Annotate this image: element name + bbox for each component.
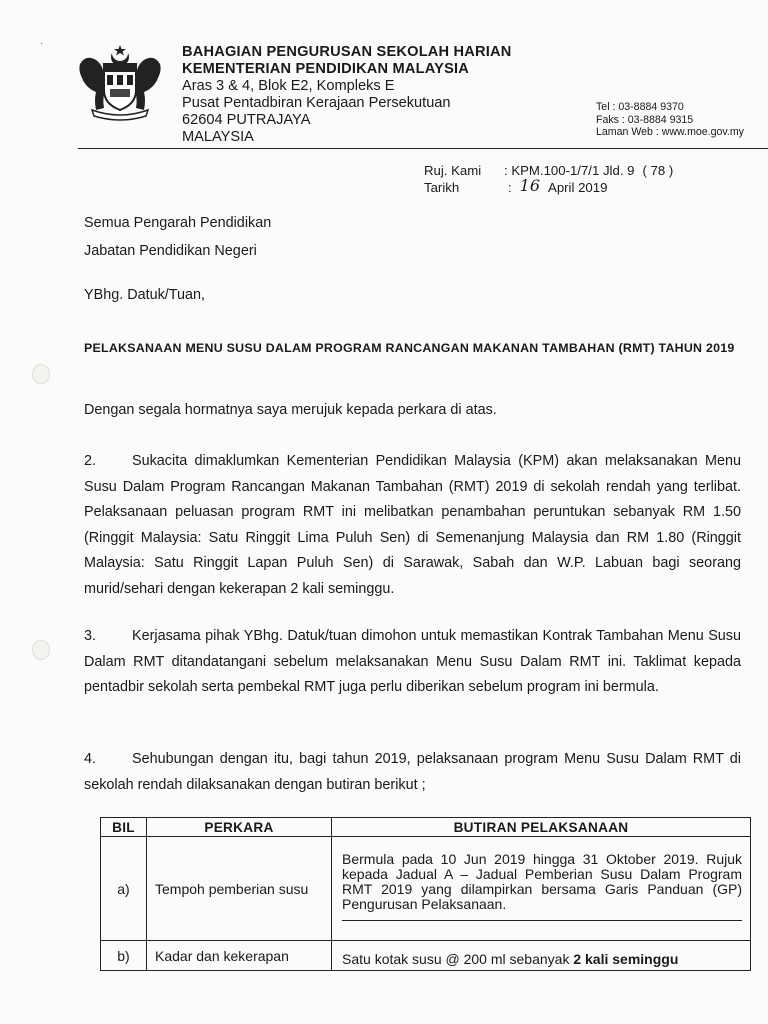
date-label: Tarikh bbox=[424, 180, 460, 195]
salutation: YBhg. Datuk/Tuan, bbox=[84, 287, 206, 303]
address-line: Pusat Pentadbiran Kerajaan Persekutuan bbox=[182, 95, 451, 111]
row-perkara: Tempoh pemberian susu bbox=[147, 837, 332, 941]
header-perkara: PERKARA bbox=[147, 818, 332, 837]
fax: Faks : 03-8884 9315 bbox=[596, 113, 694, 126]
reference-block bbox=[424, 162, 673, 196]
date-colon: : bbox=[508, 180, 512, 195]
address-line: MALAYSIA bbox=[182, 129, 254, 145]
handwritten-day: 16 bbox=[519, 176, 541, 195]
recipient-line: Semua Pengarah Pendidikan bbox=[84, 215, 272, 231]
website: Laman Web : www.moe.gov.my bbox=[596, 126, 744, 138]
malaysia-crest-logo bbox=[74, 44, 166, 122]
ministry-name: KEMENTERIAN PENDIDIKAN MALAYSIA bbox=[182, 61, 470, 77]
implementation-table bbox=[100, 817, 751, 971]
department-name: BAHAGIAN PENGURUSAN SEKOLAH HARIAN bbox=[182, 44, 512, 60]
paragraph-number: 2. bbox=[84, 453, 97, 469]
punch-hole bbox=[32, 640, 50, 660]
row-butiran bbox=[332, 837, 751, 941]
address-line: Aras 3 & 4, Blok E2, Kompleks E bbox=[182, 78, 395, 94]
paragraph-4 bbox=[84, 747, 741, 798]
letter-subject: PELAKSANAAN MENU SUSU DALAM PROGRAM RANCANGAN MAKANAN TAMBAHAN (RMT) TAHUN 2019 bbox=[84, 341, 735, 355]
contact-info bbox=[596, 101, 744, 139]
recipient-block bbox=[84, 209, 271, 265]
paragraph-number: 4. bbox=[84, 751, 97, 767]
paragraph-3 bbox=[84, 624, 741, 701]
header-butiran: BUTIRAN PELAKSANAAN bbox=[332, 818, 751, 837]
butiran-bold-text: 2 kali seminggu bbox=[573, 951, 679, 967]
scan-speck: · bbox=[40, 38, 44, 49]
butiran-text: Satu kotak susu @ 200 ml sebanyak bbox=[342, 951, 574, 967]
paragraph-text: Sukacita dimaklumkan Kementerian Pendidikan Malaysia (KPM) akan melaksanakan Menu Susu Dalam Program Rancangan Makanan Tambahan (RMT) 2019 di sekolah rendah yang terlibat. Pelaksanaan peluasan program RMT ini melibatkan penambahan peruntukan sebanyak RM 1.50 (Ringgit Malaysia: Satu Ringgit Lima Puluh Sen) di Semenanjung Malaysia dan RM 1.80 (Ringgit Malaysia: Satu Ringgit Lapan Puluh Sen) di Sarawak, Sabah dan W.P. Labuan bagi seorang murid/sehari dengan kekerapan 2 kali seminggu. bbox=[84, 453, 741, 597]
paragraph-2 bbox=[84, 449, 741, 603]
ref-label: Ruj. Kami bbox=[424, 163, 482, 178]
letterhead-address bbox=[182, 44, 512, 146]
paragraph-number: 3. bbox=[84, 628, 97, 644]
table-row bbox=[101, 941, 751, 971]
intro-paragraph: Dengan segala hormatnya saya merujuk kepada perkara di atas. bbox=[84, 402, 497, 418]
paragraph-text: Kerjasama pihak YBhg. Datuk/tuan dimohon untuk memastikan Kontrak Tambahan Menu Susu Dalam RMT ditandatangani sebelum melaksanakan Menu Susu Dalam RMT ini. Taklimat kepada pentadbir sekolah serta pembekal RMT juga perlu diberikan sebelum program ini bermula. bbox=[84, 628, 741, 696]
row-bil: b) bbox=[101, 941, 147, 971]
telephone: Tel : 03-8884 9370 bbox=[596, 101, 684, 113]
table-row bbox=[101, 837, 751, 941]
ref-number: ( 78 ) bbox=[642, 163, 674, 178]
date-month-year: April 2019 bbox=[548, 180, 608, 195]
header-divider bbox=[78, 148, 768, 149]
row-bil: a) bbox=[101, 837, 147, 941]
row-perkara: Kadar dan kekerapan bbox=[147, 941, 332, 971]
butiran-text: Bermula pada 10 Jun 2019 hingga 31 Oktober 2019. Rujuk kepada Jadual A – Jadual Pemberian Susu Dalam Program RMT 2019 yang dilampirkan bersama Garis Panduan (GP) Pengurusan Pelaksanaan. bbox=[342, 852, 742, 921]
row-butiran bbox=[332, 941, 751, 971]
punch-hole bbox=[32, 364, 50, 384]
table-header-row bbox=[101, 818, 751, 837]
header-bil: BIL bbox=[101, 818, 147, 837]
address-line: 62604 PUTRAJAYA bbox=[182, 112, 311, 128]
ref-value: : KPM.100-1/7/1 Jld. 9 bbox=[504, 163, 635, 178]
recipient-line: Jabatan Pendidikan Negeri bbox=[84, 243, 257, 259]
paragraph-text: Sehubungan dengan itu, bagi tahun 2019, pelaksanaan program Menu Susu Dalam RMT di sekolah rendah dilaksanakan dengan butiran berikut ; bbox=[84, 751, 741, 793]
